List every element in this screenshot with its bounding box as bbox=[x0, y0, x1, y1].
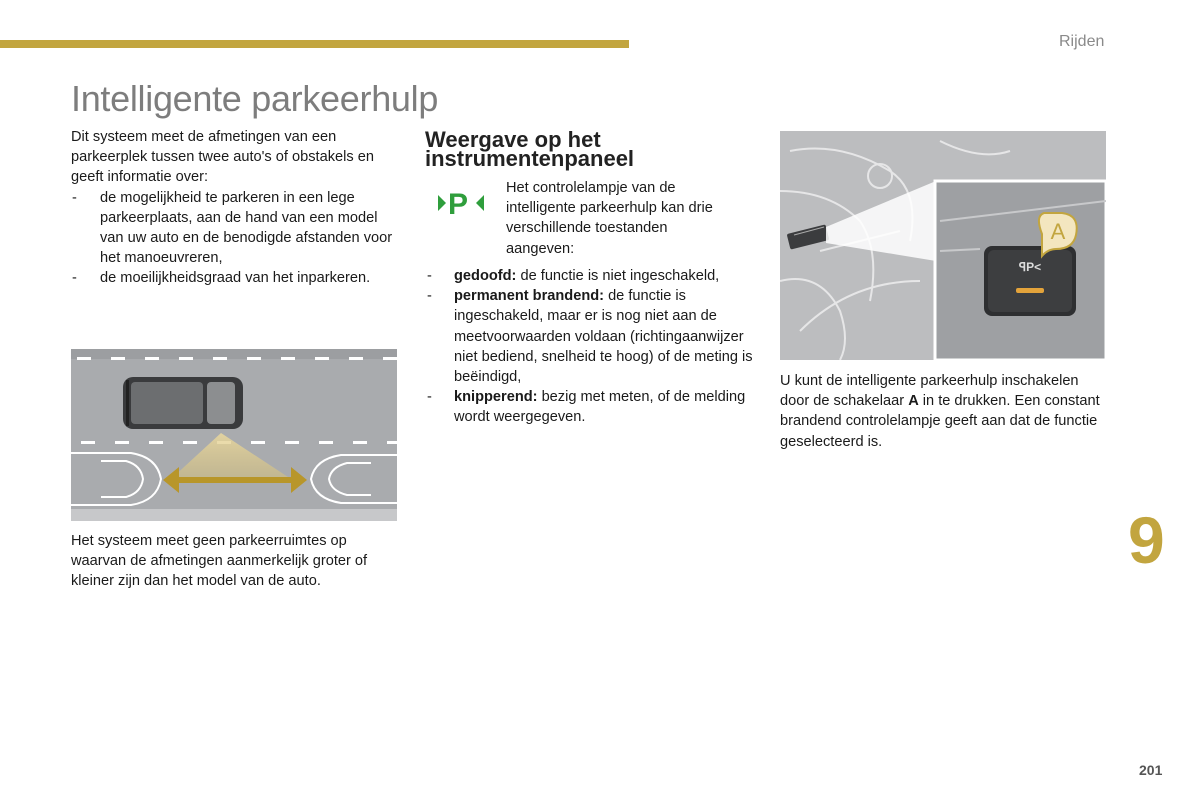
section-heading bbox=[425, 127, 635, 171]
lamp-state-item bbox=[426, 266, 756, 286]
list-dash: - bbox=[72, 270, 77, 287]
parking-space-illustration bbox=[71, 349, 397, 521]
park-assist-switch-button bbox=[984, 246, 1076, 316]
list-dash: - bbox=[72, 189, 77, 206]
intro-list-item bbox=[71, 268, 401, 288]
callout-letter: A bbox=[1050, 219, 1066, 244]
list-dash: - bbox=[427, 288, 432, 305]
heading-line: instrumentenpaneel bbox=[425, 146, 635, 171]
intro-list-item bbox=[71, 188, 401, 269]
lamp-states-list bbox=[426, 266, 756, 428]
state-term: gedoofd: bbox=[454, 268, 517, 284]
caption-bold-letter: A bbox=[908, 393, 919, 410]
dashboard-switch-illustration bbox=[780, 131, 1106, 360]
lamp-state-item bbox=[426, 286, 756, 387]
svg-text:P: P bbox=[448, 188, 469, 220]
heading-line: Weergave op het bbox=[425, 127, 601, 152]
button-symbol: ꟼP< bbox=[1018, 260, 1042, 274]
lamp-description: Het controlelampje van de intelligente parkeerhulp kan drie verschillende toestanden aangeven: bbox=[506, 180, 713, 257]
lamp-state-item bbox=[426, 387, 756, 427]
list-dash: - bbox=[427, 389, 432, 406]
park-assist-lamp-icon bbox=[436, 186, 486, 220]
state-text: de functie is ingeschakeld, maar er is nog niet aan de meetvoorwaarden voldaan (richtingaanwijzer niet bediend, snelheid te hoog) of de meting is beëindigd, bbox=[454, 288, 753, 386]
state-text: de functie is niet ingeschakeld, bbox=[516, 268, 720, 284]
caption-text: in te drukken. Een constant brandend controlelampje geeft aan dat de functie geselecteerd is. bbox=[780, 393, 1100, 450]
intro-column bbox=[71, 127, 401, 289]
moving-car-icon bbox=[123, 377, 243, 429]
page-number: 201 bbox=[1139, 762, 1163, 778]
intro-text: Dit systeem meet de afmetingen van een parkeerplek tussen twee auto's of obstakels en geeft informatie over: bbox=[71, 129, 374, 186]
list-dash: - bbox=[427, 268, 432, 284]
top-accent-bar bbox=[0, 40, 629, 48]
caption-text: U kunt de intelligente parkeerhulp inschakelen door de schakelaar bbox=[780, 373, 1079, 410]
road-caption: Het systeem meet geen parkeerruimtes op waarvan de afmetingen aanmerkelijk groter of kleiner zijn dan het model van de auto. bbox=[71, 533, 368, 590]
switch-caption bbox=[780, 371, 1100, 452]
chapter-number: 9 bbox=[1128, 503, 1165, 577]
list-item-text: de moeilijkheidsgraad van het inparkeren. bbox=[100, 270, 371, 287]
state-text: bezig met meten, of de melding wordt weergegeven. bbox=[454, 389, 746, 426]
state-term: knipperend: bbox=[454, 389, 538, 406]
page-title: Intelligente parkeerhulp bbox=[71, 78, 439, 119]
section-label: Rijden bbox=[1059, 33, 1105, 50]
list-item-text: de mogelijkheid te parkeren in een lege parkeerplaats, aan de hand van een model van uw auto en de benodigde afstanden voor het manoeuvreren, bbox=[100, 189, 393, 267]
state-term: permanent brandend: bbox=[454, 288, 605, 305]
